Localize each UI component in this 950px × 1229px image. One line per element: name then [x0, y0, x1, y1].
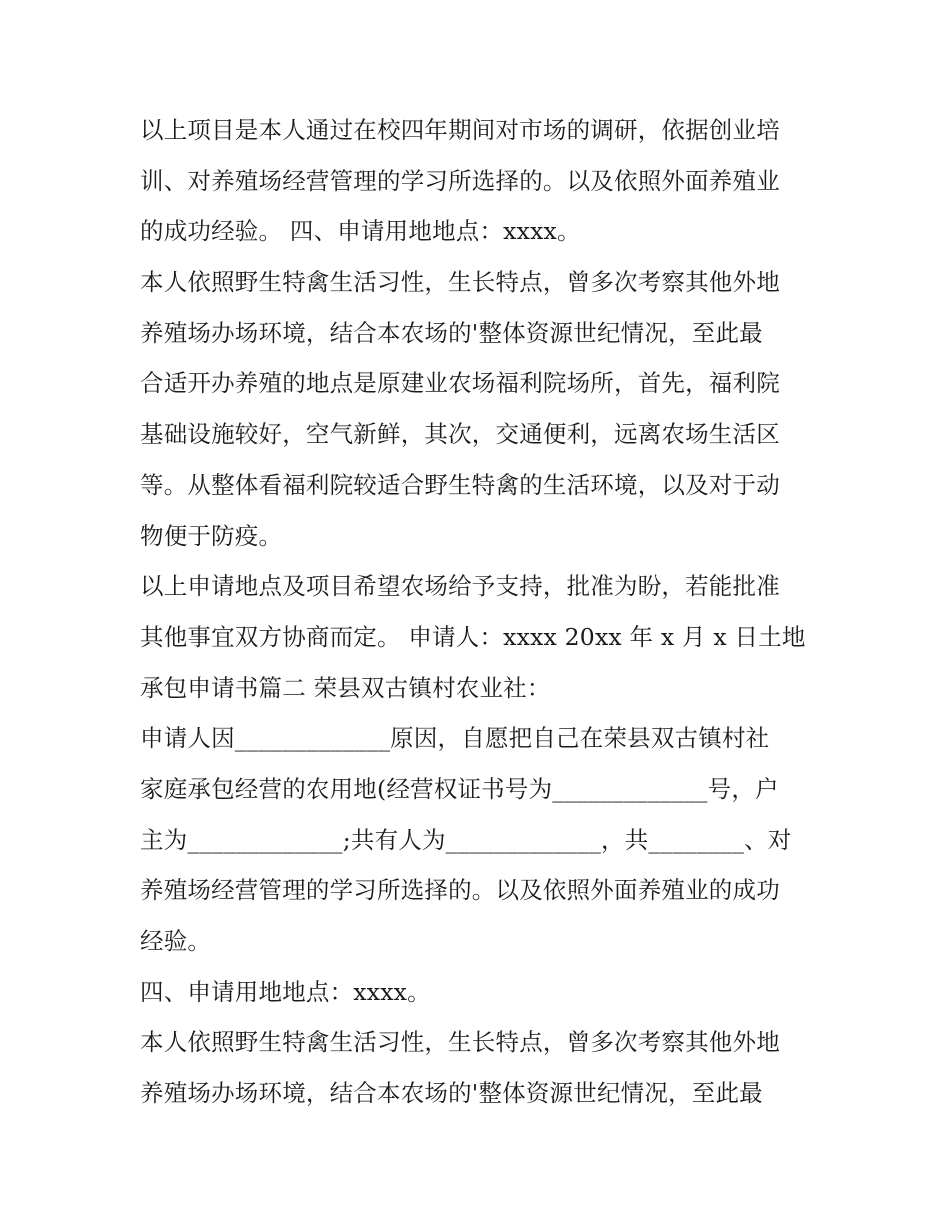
text-line: 其他事宜双方协商而定。 申请人：xxxx 20xx 年 x 月 x 日土地: [140, 622, 806, 651]
text-line: 养殖场办场环境，结合本农场的'整体资源世纪情况，至此最: [140, 318, 763, 347]
document-body: [140, 105, 820, 1119]
text-line: 合适开办养殖的地点是原建业农场福利院场所，首先，福利院: [140, 369, 780, 398]
text-line: 本人依照野生特禽生活习性，生长特点，曾多次考察其他外地: [140, 268, 780, 297]
text-line: 四、申请用地地点：xxxx。: [140, 977, 431, 1006]
text-line: 等。从整体看福利院较适合野生特禽的生活环境，以及对于动: [140, 470, 780, 499]
text-line: 以上申请地点及项目希望农场给予支持，批准为盼，若能批准: [140, 572, 780, 601]
text-line: 物便于防疫。: [140, 521, 283, 550]
text-line: 承包申请书篇二 荣县双古镇村农业社：: [140, 673, 551, 702]
text-line: 养殖场经营管理的学习所选择的。以及依照外面养殖业的成功: [140, 876, 780, 905]
text-line: 基础设施较好，空气新鲜，其次，交通便利，远离农场生活区: [140, 420, 780, 449]
text-line: 本人依照野生特禽生活习性，生长特点，曾多次考察其他外地: [140, 1028, 780, 1057]
text-line: 经验。: [140, 927, 212, 955]
text-line: 训、对养殖场经营管理的学习所选择的。以及依照外面养殖业: [140, 166, 780, 195]
text-line: 以上项目是本人通过在校四年期间对市场的调研，依据创业培: [140, 116, 780, 144]
text-line: 申请人因_____________原因，自愿把自己在荣县双古镇村社: [140, 724, 770, 753]
text-line: 养殖场办场环境，结合本农场的'整体资源世纪情况，至此最: [140, 1079, 763, 1108]
text-line: 主为_____________;共有人为_____________，共________、对: [140, 825, 792, 854]
text-line: 的成功经验。 四、申请用地地点：xxxx。: [140, 217, 581, 246]
text-line: 家庭承包经营的农用地(经营权证书号为_____________号，户: [140, 774, 779, 803]
